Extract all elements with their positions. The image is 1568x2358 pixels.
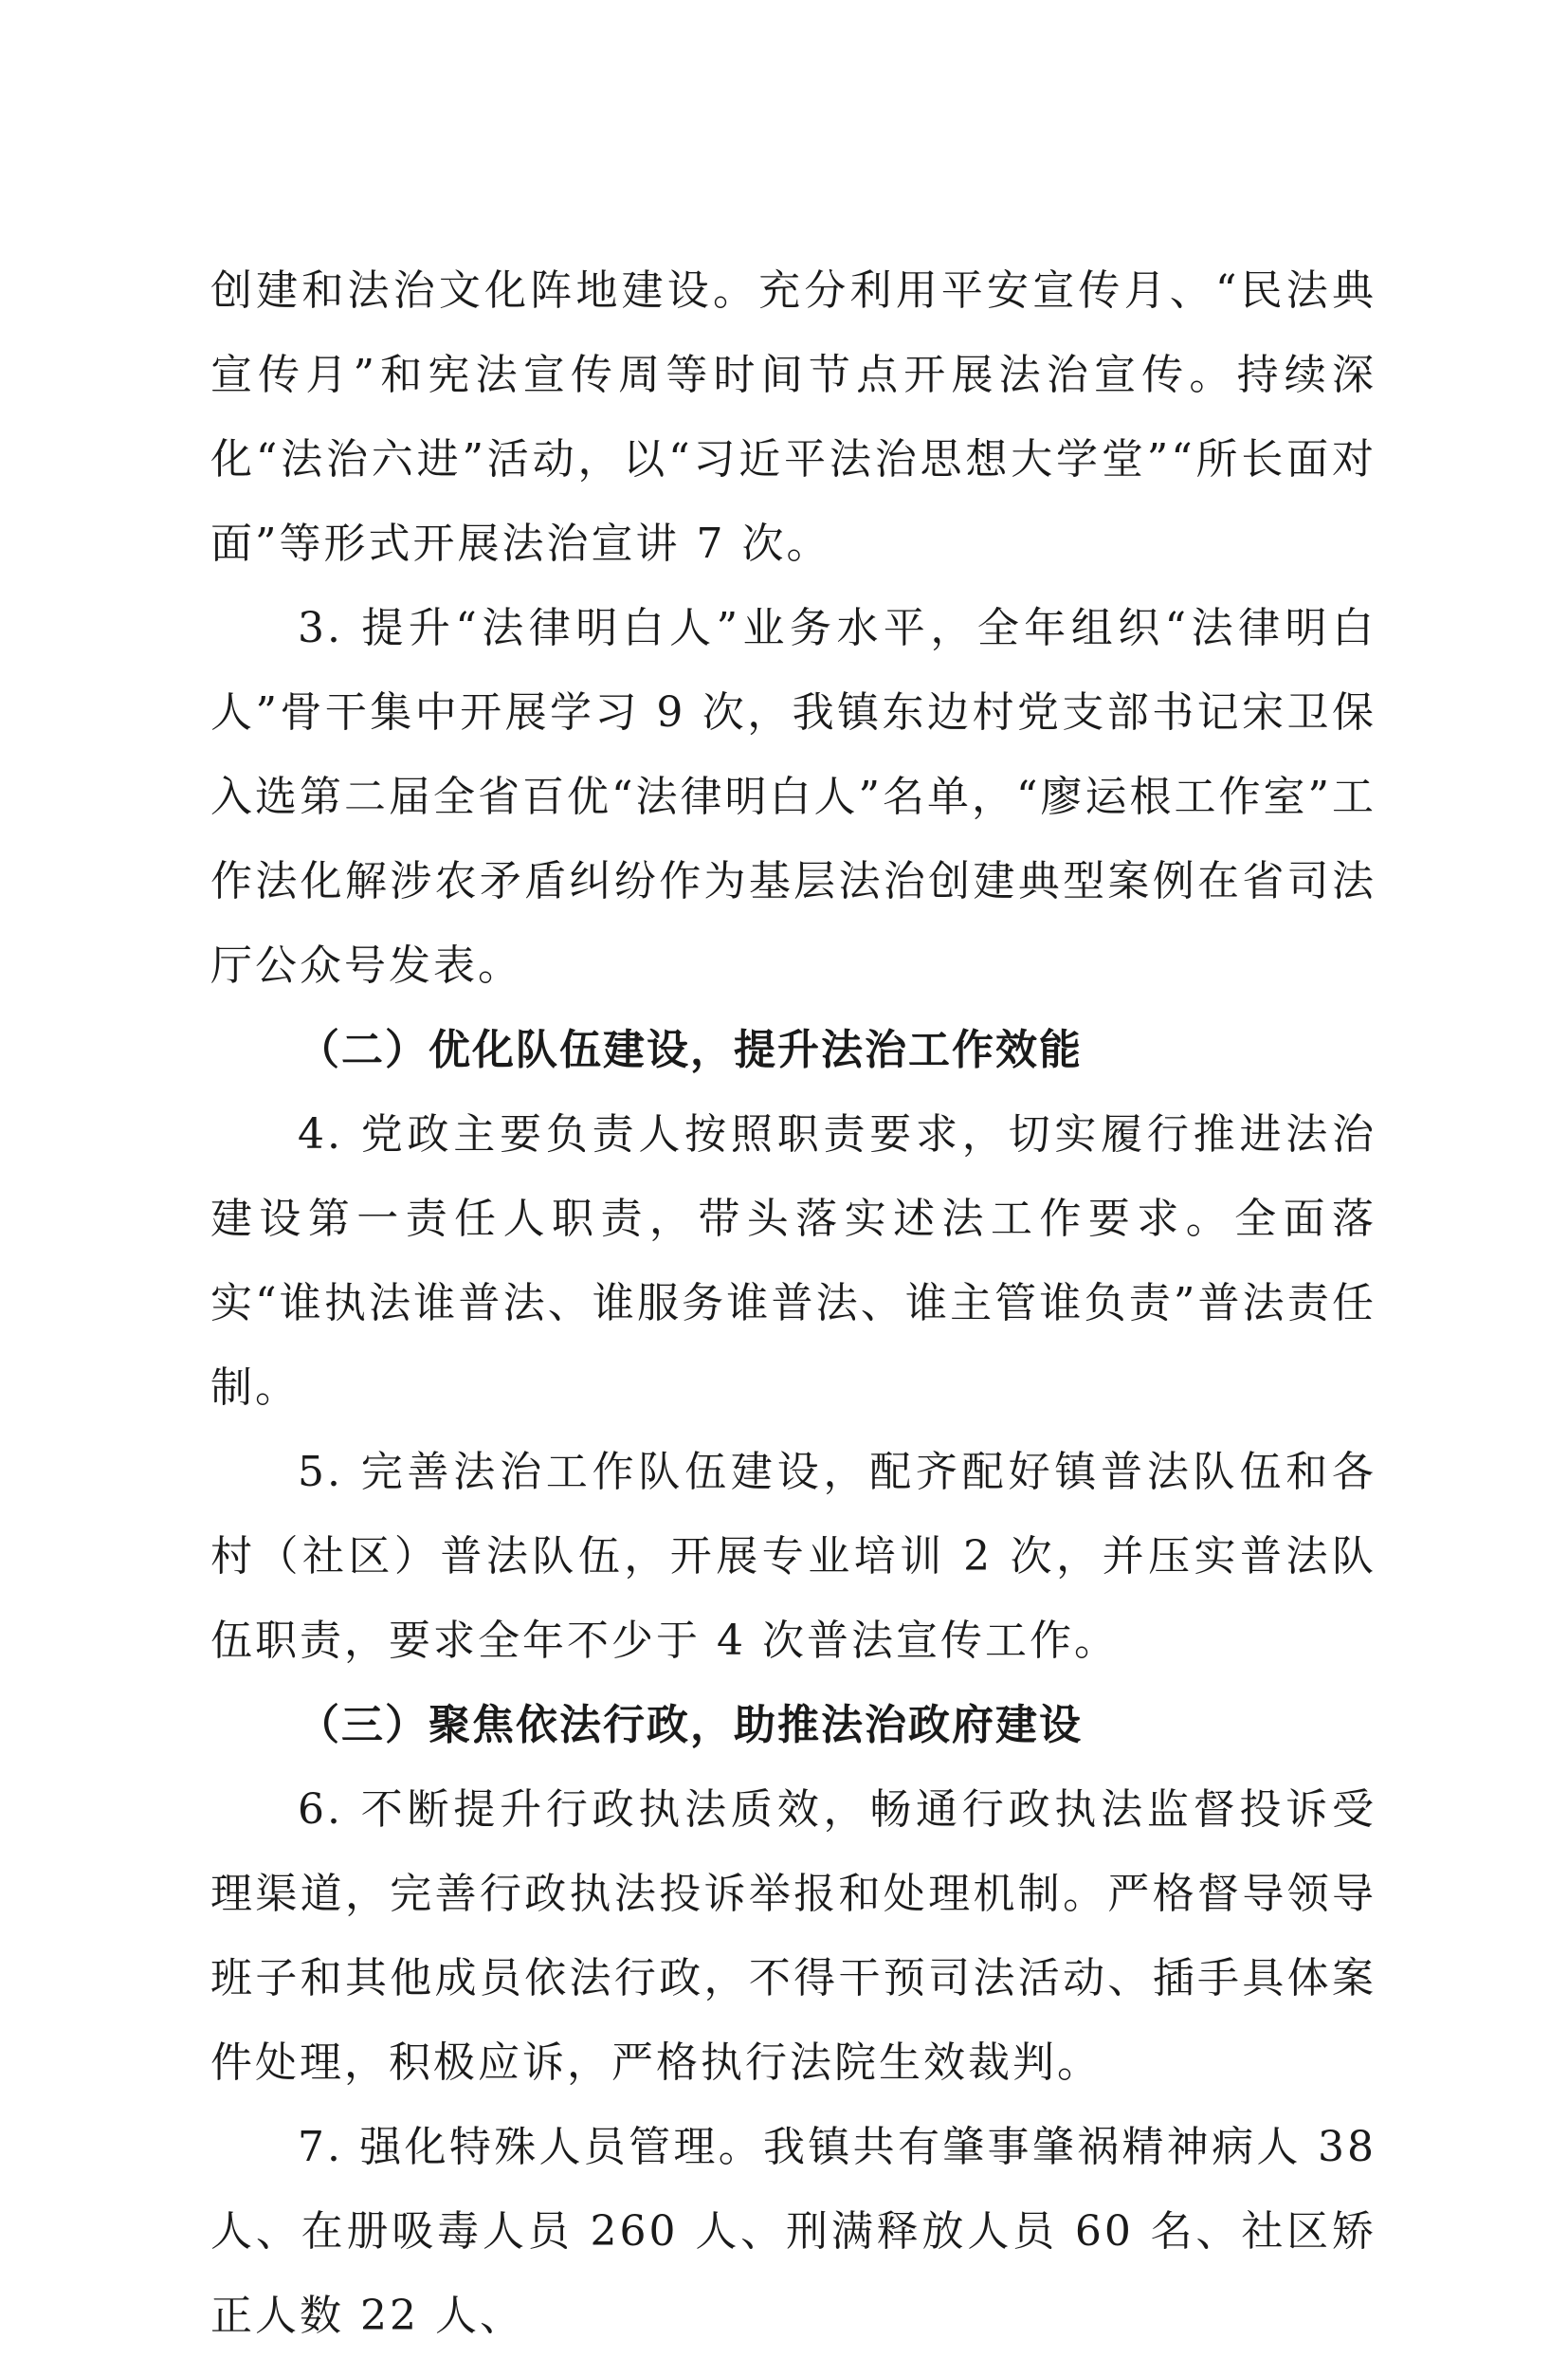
section-heading-3: （三）聚焦依法行政，助推法治政府建设 xyxy=(298,1701,1083,1749)
paragraph-item-5: 5. 完善法治工作队伍建设，配齐配好镇普法队伍和各村（社区）普法队伍，开展专业培训 2 次，并压实普法队伍职责，要求全年不少于 4 次普法宣传工作。 xyxy=(210,1448,1377,1665)
paragraph-continuation: 创建和法治文化阵地建设。充分利用平安宣传月、“民法典宣传月”和宪法宣传周等时间节点开展法治宣传。持续深化“法治六进”活动，以“习近平法治思想大学堂”“所长面对面”等形式开展法治宣讲 7 次。 xyxy=(210,266,1377,568)
document-body xyxy=(210,248,1377,2358)
paragraph-item-6: 6. 不断提升行政执法质效，畅通行政执法监督投诉受理渠道，完善行政执法投诉举报和处理机制。严格督导领导班子和其他成员依法行政，不得干预司法活动、插手具体案件处理，积极应诉，严格执行法院生效裁判。 xyxy=(210,1785,1377,2087)
paragraph-item-4: 4. 党政主要负责人按照职责要求，切实履行推进法治建设第一责任人职责，带头落实述法工作要求。全面落实“谁执法谁普法、谁服务谁普法、谁主管谁负责”普法责任制。 xyxy=(210,1110,1377,1412)
paragraph-item-3: 3. 提升“法律明白人”业务水平，全年组织“法律明白人”骨干集中开展学习 9 次，我镇东边村党支部书记宋卫保入选第二届全省百优“法律明白人”名单，“廖运根工作室”工作法化解涉农矛盾纠纷作为基层法治创建典型案例在省司法厅公众号发表。 xyxy=(210,604,1377,990)
paragraph-item-7: 7. 强化特殊人员管理。我镇共有肇事肇祸精神病人 38 人、在册吸毒人员 260 人、刑满释放人员 60 名、社区矫正人数 22 人、 xyxy=(210,2123,1377,2340)
section-heading-2: （二）优化队伍建设，提升法治工作效能 xyxy=(298,1026,1083,1074)
